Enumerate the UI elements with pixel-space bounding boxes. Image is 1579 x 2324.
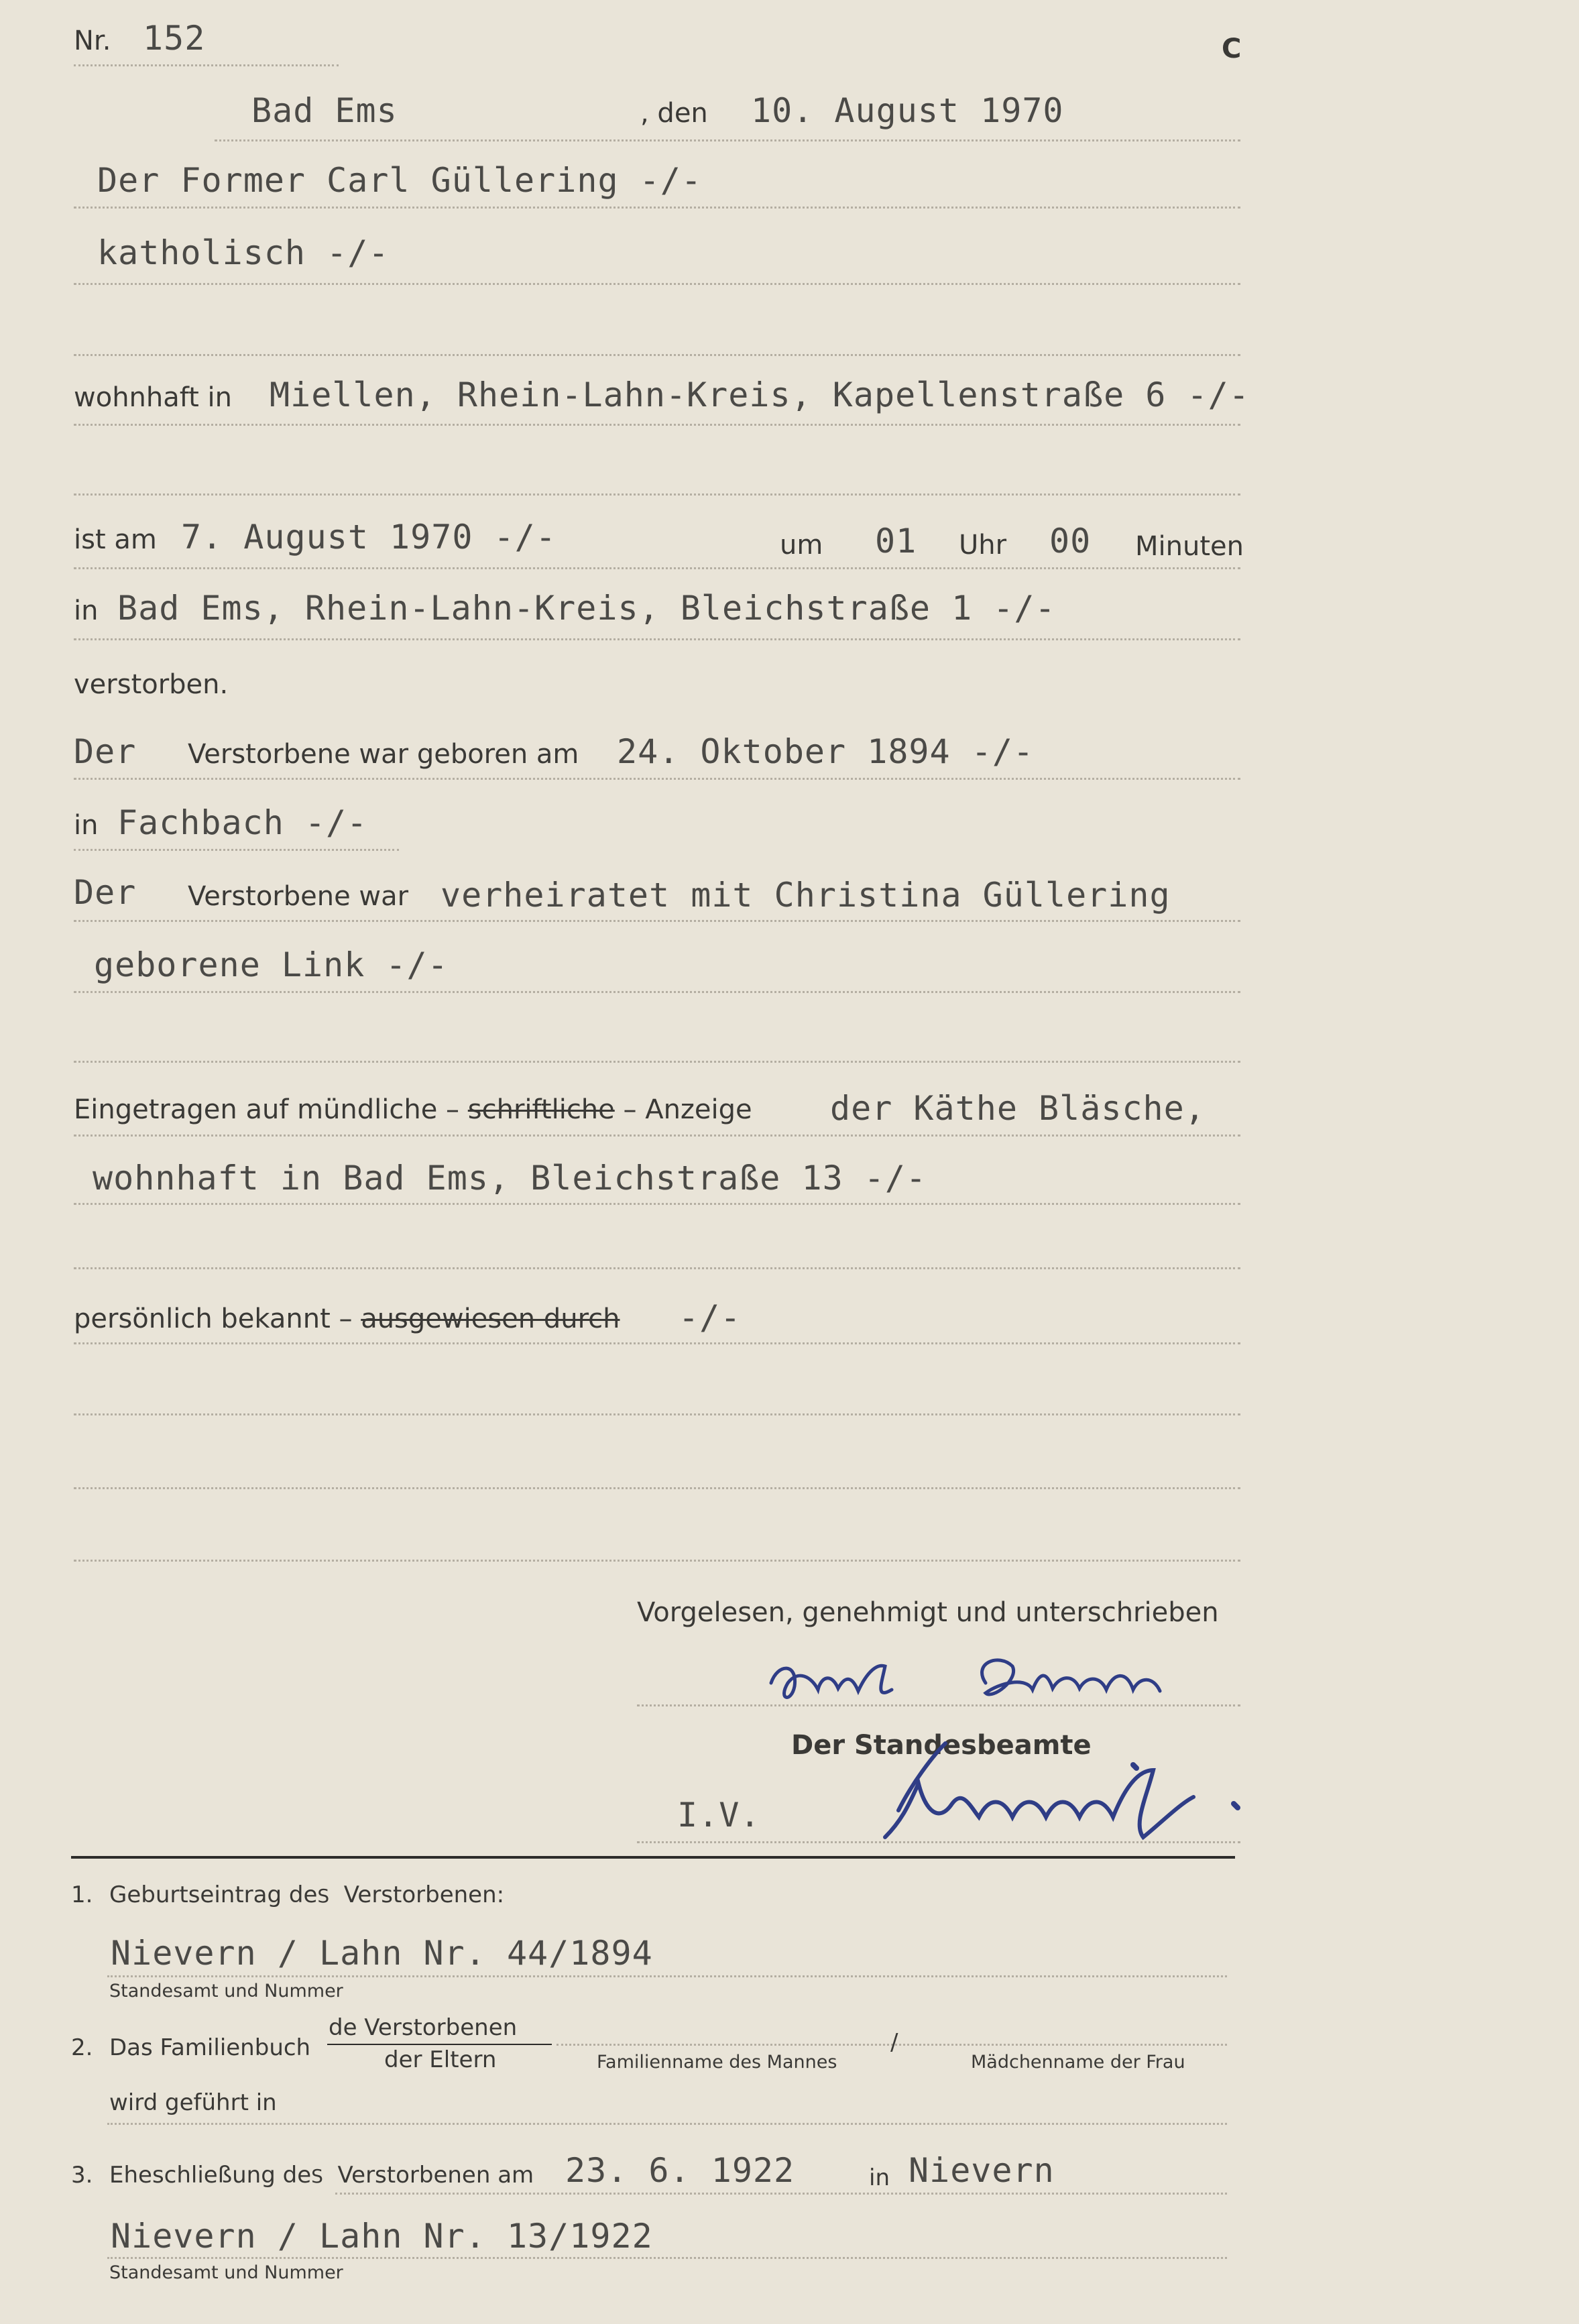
birth-label: Verstorbene war geboren am bbox=[188, 739, 579, 770]
birth-place: Fachbach -/- bbox=[117, 803, 368, 842]
birth-date: 24. Oktober 1894 -/- bbox=[617, 732, 1035, 771]
identity-value: -/- bbox=[679, 1298, 742, 1337]
marital-label: Verstorbene war bbox=[188, 881, 409, 912]
marriage-line bbox=[335, 2193, 1227, 2195]
der-label: Der bbox=[74, 873, 137, 912]
blank-line bbox=[74, 1560, 1240, 1562]
struck-ausgewiesen: ausgewiesen durch bbox=[361, 1303, 620, 1334]
nr-label: Nr. bbox=[74, 25, 111, 56]
marriage-place: Nievern bbox=[909, 2151, 1055, 2190]
note1-caption: Standesamt und Nummer bbox=[109, 1981, 343, 2001]
verstorben-label: verstorben. bbox=[74, 669, 229, 700]
official-label: Der Standesbeamte bbox=[791, 1730, 1092, 1761]
informant-address: wohnhaft in Bad Ems, Bleichstraße 13 -/- bbox=[93, 1159, 927, 1198]
registration-label: Eingetragen auf mündliche – schriftliche – Anzeige bbox=[74, 1094, 752, 1125]
note2-number: 2. bbox=[71, 2034, 93, 2061]
birth-registry-line bbox=[107, 1975, 1227, 1977]
note2-slash: / bbox=[890, 2029, 898, 2056]
section-divider bbox=[71, 1856, 1235, 1859]
note2-caption-right: Mädchenname der Frau bbox=[971, 2052, 1185, 2073]
ist-am-label: ist am bbox=[74, 524, 157, 555]
note3-caption: Standesamt und Nummer bbox=[109, 2262, 343, 2283]
nr-underline bbox=[74, 64, 339, 66]
um-label: um bbox=[780, 530, 823, 561]
note3-in-label: in bbox=[869, 2164, 890, 2191]
residence-line bbox=[74, 424, 1240, 426]
marriage-registry-line bbox=[107, 2257, 1227, 2259]
in-label: in bbox=[74, 595, 99, 626]
note3-label: Eheschließung deS Verstorbenen am bbox=[109, 2162, 534, 2189]
record-number: 152 bbox=[143, 19, 206, 58]
place-of-registration: Bad Ems bbox=[251, 91, 398, 130]
date-line bbox=[215, 139, 1240, 141]
religion-line bbox=[74, 283, 1240, 285]
minuten-label: Minuten bbox=[1135, 531, 1244, 562]
informant-address-line bbox=[74, 1203, 1240, 1205]
death-place: Bad Ems, Rhein-Lahn-Kreis, Bleichstraße 1 -/- bbox=[117, 589, 1056, 628]
informant: der Käthe Bläsche, bbox=[830, 1089, 1206, 1128]
uhr-label: Uhr bbox=[959, 530, 1007, 561]
birth-registry: Nievern / Lahn Nr. 44/1894 bbox=[111, 1934, 653, 1973]
death-date: 7. August 1970 -/- bbox=[181, 518, 557, 557]
identity-label: persönlich bekannt – ausgewiesen durch bbox=[74, 1303, 620, 1334]
death-hour: 01 bbox=[875, 522, 917, 561]
marriage-registry: Nievern / Lahn Nr. 13/1922 bbox=[111, 2217, 653, 2256]
note1-number: 1. bbox=[71, 1881, 93, 1908]
religion: katholisch -/- bbox=[97, 233, 390, 272]
blank-line bbox=[74, 1061, 1240, 1063]
marital-line bbox=[74, 920, 1240, 922]
marital-status: verheiratet mit Christina Güllering bbox=[441, 876, 1171, 915]
note1-label: Geburtseintrag deS Verstorbenen: bbox=[109, 1881, 505, 1908]
death-minute: 00 bbox=[1049, 522, 1092, 561]
residence-label: wohnhaft in bbox=[74, 382, 232, 413]
read-approved-text: Vorgelesen, genehmigt und unterschrieben bbox=[637, 1597, 1219, 1628]
iv-label: I.V. bbox=[677, 1796, 761, 1835]
official-signature bbox=[845, 1703, 1261, 1864]
corner-letter: C bbox=[1222, 34, 1242, 64]
birth-place-line bbox=[74, 849, 399, 851]
blank-line bbox=[74, 1487, 1240, 1489]
death-date-line bbox=[74, 567, 1240, 569]
official-signature-line bbox=[637, 1841, 1240, 1843]
spouse-birth-name: geborene Link -/- bbox=[94, 945, 449, 984]
birth-in-label: in bbox=[74, 810, 99, 841]
note2-fraction-bar bbox=[327, 2044, 552, 2045]
note2-caption-left: Familienname des Mannes bbox=[597, 2052, 837, 2073]
blank-line bbox=[74, 1267, 1240, 1269]
note2-fraction-bottom: der Eltern bbox=[384, 2046, 497, 2073]
marriage-date: 23. 6. 1922 bbox=[565, 2151, 795, 2190]
note3-number: 3. bbox=[71, 2162, 93, 2189]
den-label: , den bbox=[640, 98, 708, 129]
blank-line bbox=[74, 354, 1240, 356]
deceased-name: Der Former Carl Güllering -/- bbox=[97, 161, 702, 200]
residence: Miellen, Rhein-Lahn-Kreis, Kapellenstraße 6 -/- bbox=[270, 375, 1250, 414]
der-label: Der bbox=[74, 732, 137, 771]
birth-date-line bbox=[74, 778, 1240, 780]
note2-fraction-top: de Verstorbenen bbox=[329, 2014, 518, 2041]
name-line bbox=[74, 207, 1240, 209]
struck-schriftliche: schriftliche bbox=[467, 1094, 615, 1125]
identity-line bbox=[74, 1342, 1240, 1344]
informant-line bbox=[74, 1135, 1240, 1137]
blank-line bbox=[74, 493, 1240, 496]
note2-label: Das Familienbuch bbox=[109, 2034, 311, 2061]
spouse-line bbox=[74, 991, 1240, 993]
blank-line bbox=[74, 1413, 1240, 1415]
registration-date: 10. August 1970 bbox=[751, 91, 1064, 130]
death-place-line bbox=[74, 638, 1240, 640]
note2-line bbox=[107, 2123, 1227, 2125]
note2-wird-label: wird geführt in bbox=[109, 2089, 277, 2116]
